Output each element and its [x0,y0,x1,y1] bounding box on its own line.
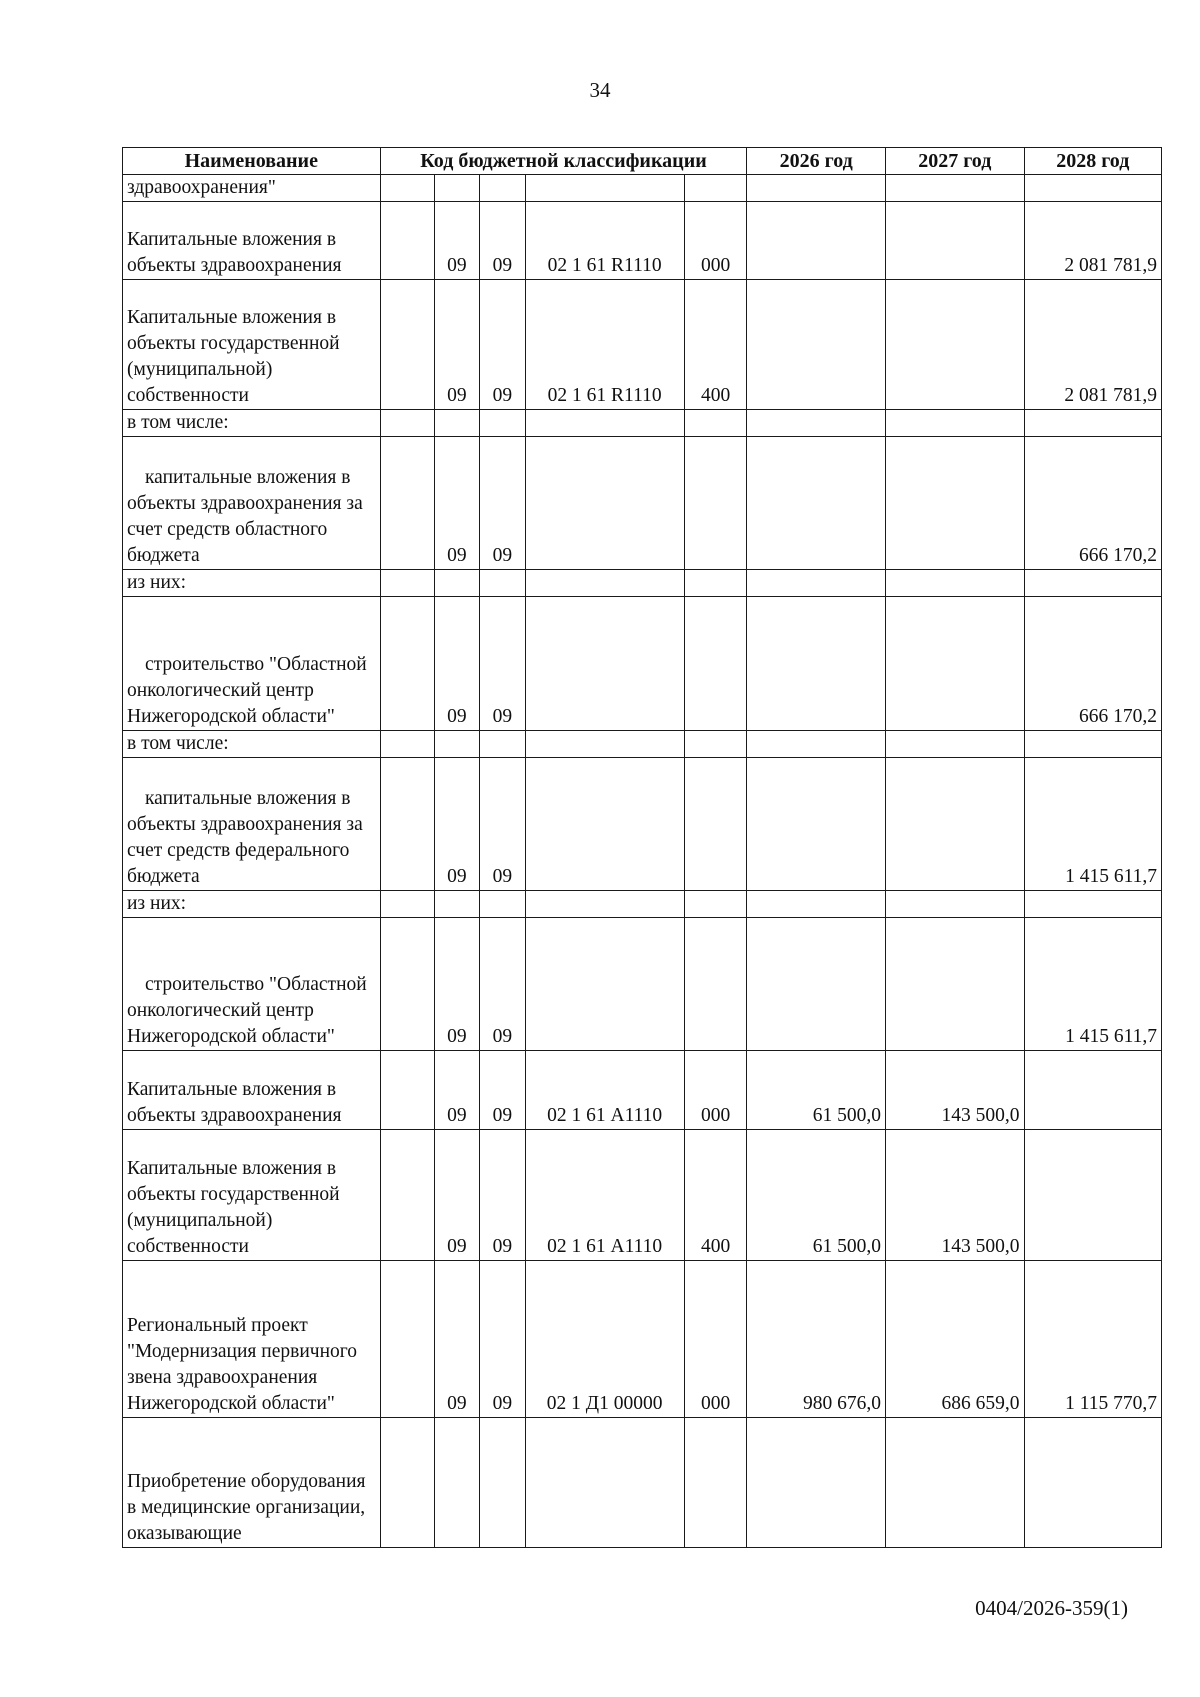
header-2026: 2026 год [747,148,886,175]
value-2028: 1 115 770,7 [1024,1261,1161,1418]
code-target-article [525,1418,684,1548]
code-subsection: 09 [480,437,525,570]
code-subsection: 09 [480,758,525,891]
code-expense-type [684,570,747,597]
value-2027 [885,437,1024,570]
code-section [434,731,479,758]
value-2027 [885,175,1024,202]
code-col-1 [380,280,434,410]
row-name: Региональный проект "Модернизация первичного звена здравоохранения Нижегородской области" [123,1261,381,1418]
table-row [123,280,1162,410]
value-2026 [747,202,886,280]
value-2026 [747,597,886,731]
table-row [123,1418,1162,1548]
code-section [434,891,479,918]
value-2027 [885,597,1024,731]
code-col-1 [380,1418,434,1548]
code-section [434,175,479,202]
row-name-text: капитальные вложения в объекты здравоохранения за счет средств федерального бюджета [127,788,363,887]
code-section: 09 [434,437,479,570]
table-header-row [123,148,1162,175]
value-2026 [747,1418,886,1548]
table-row [123,202,1162,280]
page-number: 34 [589,78,611,102]
code-expense-type [684,758,747,891]
row-name: Капитальные вложения в объекты здравоохранения [123,1051,381,1130]
value-2027 [885,202,1024,280]
code-expense-type [684,731,747,758]
value-2028: 666 170,2 [1024,597,1161,731]
table-row [123,1130,1162,1261]
code-section: 09 [434,202,479,280]
row-name [123,758,381,891]
value-2028 [1024,1130,1161,1261]
document-registration-number: 0404/2026-359(1) [975,1596,1128,1620]
code-target-article [525,758,684,891]
value-2028: 2 081 781,9 [1024,280,1161,410]
code-col-1 [380,202,434,280]
header-2028: 2028 год [1024,148,1161,175]
code-target-article [525,597,684,731]
header-name: Наименование [123,148,381,175]
code-subsection: 09 [480,1261,525,1418]
code-col-1 [380,570,434,597]
value-2028 [1024,410,1161,437]
value-2027 [885,570,1024,597]
code-expense-type [684,918,747,1051]
header-code: Код бюджетной классификации [380,148,747,175]
code-section [434,410,479,437]
row-name: из них: [123,891,381,918]
code-expense-type: 400 [684,1130,747,1261]
value-2026: 61 500,0 [747,1051,886,1130]
code-section: 09 [434,918,479,1051]
row-name: в том числе: [123,731,381,758]
code-target-article [525,175,684,202]
row-name-text: строительство "Областной онкологический центр Нижегородской области" [127,974,367,1047]
code-col-1 [380,1130,434,1261]
value-2028 [1024,1051,1161,1130]
value-2027: 686 659,0 [885,1261,1024,1418]
value-2026 [747,758,886,891]
value-2026: 980 676,0 [747,1261,886,1418]
table-row [123,437,1162,570]
row-name: Приобретение оборудования в медицинские организации, оказывающие [123,1418,381,1548]
row-name: из них: [123,570,381,597]
code-section [434,1418,479,1548]
row-name: Капитальные вложения в объекты государственной (муниципальной) собственности [123,280,381,410]
value-2026 [747,918,886,1051]
value-2027 [885,280,1024,410]
row-name: Капитальные вложения в объекты здравоохранения [123,202,381,280]
header-2027: 2027 год [885,148,1024,175]
code-target-article: 02 1 61 А1110 [525,1051,684,1130]
row-name: Капитальные вложения в объекты государственной (муниципальной) собственности [123,1130,381,1261]
code-section: 09 [434,1130,479,1261]
code-expense-type: 400 [684,280,747,410]
table-row [123,1051,1162,1130]
value-2026 [747,410,886,437]
code-target-article: 02 1 61 R1110 [525,280,684,410]
code-col-1 [380,597,434,731]
code-section: 09 [434,1051,479,1130]
value-2026: 61 500,0 [747,1130,886,1261]
code-expense-type: 000 [684,1261,747,1418]
table-row [123,891,1162,918]
code-subsection: 09 [480,597,525,731]
value-2026 [747,437,886,570]
code-target-article: 02 1 61 А1110 [525,1130,684,1261]
value-2027 [885,410,1024,437]
value-2027 [885,758,1024,891]
code-subsection [480,891,525,918]
code-subsection: 09 [480,918,525,1051]
code-section: 09 [434,280,479,410]
code-subsection: 09 [480,202,525,280]
code-subsection [480,731,525,758]
code-col-1 [380,891,434,918]
table-row [123,1261,1162,1418]
code-subsection: 09 [480,1051,525,1130]
row-name-text: строительство "Областной онкологический центр Нижегородской области" [127,654,367,727]
table-row [123,175,1162,202]
code-section: 09 [434,597,479,731]
code-col-1 [380,1261,434,1418]
code-expense-type [684,597,747,731]
table-row [123,918,1162,1051]
value-2028: 666 170,2 [1024,437,1161,570]
code-subsection: 09 [480,280,525,410]
code-target-article: 02 1 Д1 00000 [525,1261,684,1418]
code-expense-type [684,437,747,570]
row-name-text: капитальные вложения в объекты здравоохранения за счет средств областного бюджета [127,467,363,566]
row-name [123,918,381,1051]
value-2028 [1024,731,1161,758]
table-row [123,410,1162,437]
code-target-article [525,437,684,570]
code-subsection [480,410,525,437]
row-name: здравоохранения" [123,175,381,202]
row-name [123,437,381,570]
code-expense-type: 000 [684,1051,747,1130]
code-expense-type [684,410,747,437]
code-target-article [525,891,684,918]
code-section: 09 [434,758,479,891]
code-expense-type [684,1418,747,1548]
value-2027: 143 500,0 [885,1130,1024,1261]
value-2028: 1 415 611,7 [1024,918,1161,1051]
row-name: в том числе: [123,410,381,437]
table-row [123,570,1162,597]
value-2028 [1024,1418,1161,1548]
value-2027: 143 500,0 [885,1051,1024,1130]
value-2028 [1024,570,1161,597]
code-subsection: 09 [480,1130,525,1261]
value-2026 [747,570,886,597]
value-2026 [747,175,886,202]
code-col-1 [380,731,434,758]
code-section: 09 [434,1261,479,1418]
code-target-article [525,410,684,437]
budget-table [122,147,1162,1548]
table-row [123,758,1162,891]
code-subsection [480,570,525,597]
value-2027 [885,1418,1024,1548]
table-row [123,597,1162,731]
code-col-1 [380,437,434,570]
code-target-article: 02 1 61 R1110 [525,202,684,280]
value-2027 [885,918,1024,1051]
value-2026 [747,280,886,410]
code-expense-type: 000 [684,202,747,280]
value-2026 [747,731,886,758]
value-2028 [1024,891,1161,918]
code-target-article [525,570,684,597]
value-2027 [885,731,1024,758]
code-col-1 [380,1051,434,1130]
table-row [123,731,1162,758]
code-subsection [480,1418,525,1548]
value-2026 [747,891,886,918]
code-target-article [525,731,684,758]
value-2027 [885,891,1024,918]
value-2028 [1024,175,1161,202]
code-col-1 [380,175,434,202]
code-col-1 [380,758,434,891]
code-expense-type [684,175,747,202]
code-expense-type [684,891,747,918]
code-col-1 [380,918,434,1051]
row-name [123,597,381,731]
code-subsection [480,175,525,202]
code-col-1 [380,410,434,437]
value-2028: 1 415 611,7 [1024,758,1161,891]
value-2028: 2 081 781,9 [1024,202,1161,280]
code-section [434,570,479,597]
code-target-article [525,918,684,1051]
